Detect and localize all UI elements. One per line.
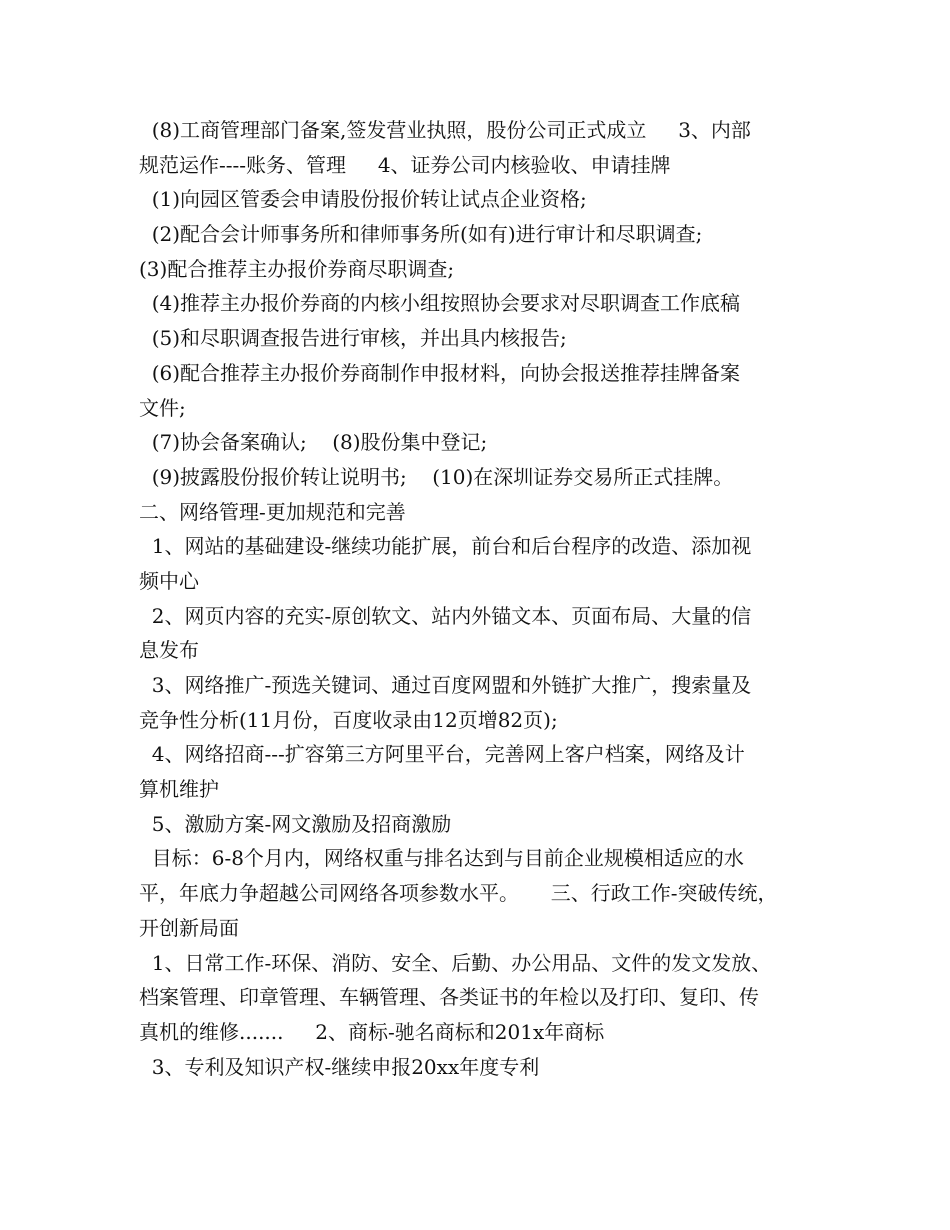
text-line: 频中心: [139, 568, 199, 593]
text-line: (5)和尽职调查报告进行审核，并出具内核报告;: [139, 326, 567, 351]
text-line: 5、激励方案-网文激励及招商激励: [139, 811, 452, 836]
text-line: 规范运作----账务、管理 4、证券公司内核验收、申请挂牌: [139, 152, 671, 177]
text-line: 开创新局面: [139, 915, 239, 940]
text-line: 平，年底力争超越公司网络各项参数水平。 三、行政工作-突破传统，: [139, 881, 778, 906]
text-line: 1、网站的基础建设-继续功能扩展，前台和后台程序的改造、添加视: [139, 534, 752, 559]
text-line: 算机维护: [139, 777, 219, 802]
section-heading: 二、网络管理-更加规范和完善: [139, 499, 406, 524]
text-line: (7)协会备案确认; (8)股份集中登记;: [139, 430, 488, 455]
text-line: (2)配合会计师事务所和律师事务所(如有)进行审计和尽职调查;: [139, 222, 703, 247]
text-line: 真机的维修....... 2、商标-驰名商标和201x年商标: [139, 1019, 605, 1044]
text-line: (9)披露股份报价转让说明书; (10)在深圳证券交易所正式挂牌。: [139, 464, 734, 489]
text-line: 竞争性分析(11月份，百度收录由12页增82页);: [139, 707, 558, 732]
text-line: 息发布: [139, 638, 199, 663]
text-line: 档案管理、印章管理、车辆管理、各类证书的年检以及打印、复印、传: [139, 985, 759, 1010]
text-line: 文件;: [139, 395, 186, 420]
text-line: 3、专利及知识产权-继续申报20xx年度专利: [139, 1054, 540, 1079]
text-line: 1、日常工作-环保、消防、安全、后勤、办公用品、文件的发文发放、: [139, 950, 772, 975]
text-line: 4、网络招商---扩容第三方阿里平台，完善网上客户档案，网络及计: [139, 742, 745, 767]
text-line: (3)配合推荐主办报价券商尽职调查;: [139, 256, 455, 281]
text-line: 2、网页内容的充实-原创软文、站内外锚文本、页面布局、大量的信: [139, 603, 752, 628]
text-line: (4)推荐主办报价券商的内核小组按照协会要求对尽职调查工作底稿: [139, 291, 741, 316]
text-line: (8)工商管理部门备案,签发营业执照，股份公司正式成立 3、内部: [139, 118, 751, 142]
text-line: (1)向园区管委会申请股份报价转让试点企业资格;: [139, 187, 587, 212]
document-body: [139, 113, 819, 1084]
text-line: 3、网络推广-预选关键词、通过百度网盟和外链扩大推广，搜索量及: [139, 673, 752, 697]
text-line: 目标：6-8个月内，网络权重与排名达到与目前企业规模相适应的水: [139, 846, 744, 871]
text-line: (6)配合推荐主办报价券商制作申报材料，向协会报送推荐挂牌备案: [139, 360, 741, 385]
